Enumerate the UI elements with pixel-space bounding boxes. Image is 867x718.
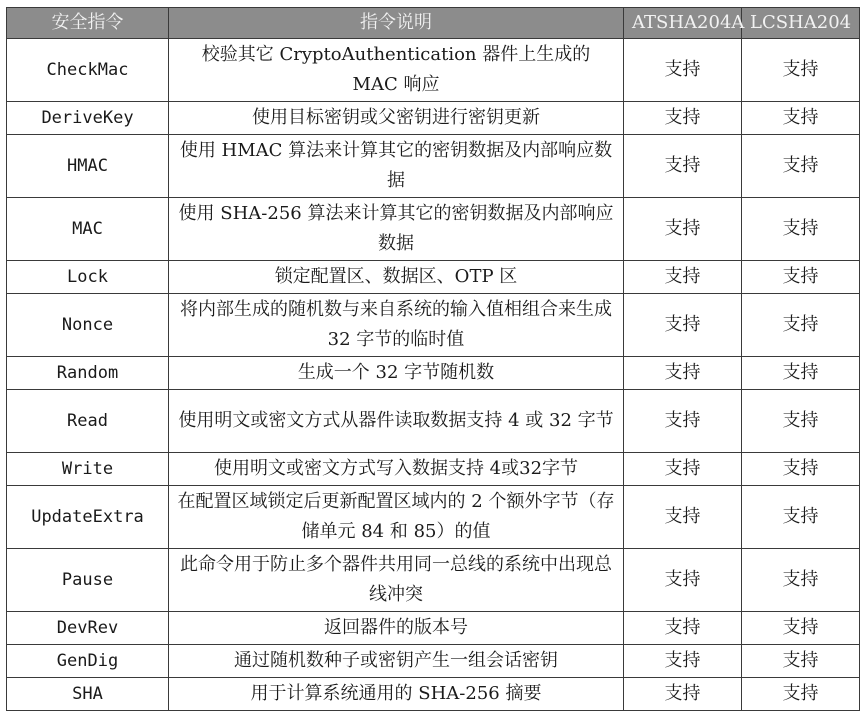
lcsha-support-cell: 支持 xyxy=(742,645,860,678)
lcsha-support-cell: 支持 xyxy=(742,294,860,357)
atsha-support-cell: 支持 xyxy=(624,453,742,486)
header-atsha204a: ATSHA204A xyxy=(624,8,742,39)
atsha-support-cell: 支持 xyxy=(624,486,742,549)
command-cell: Random xyxy=(7,357,169,390)
atsha-support-cell: 支持 xyxy=(624,357,742,390)
atsha-support-cell: 支持 xyxy=(624,645,742,678)
table-row xyxy=(7,612,860,645)
description-cell: 通过随机数种子或密钥产生一组会话密钥 xyxy=(169,645,624,678)
table-row xyxy=(7,678,860,711)
description-cell: 使用 HMAC 算法来计算其它的密钥数据及内部响应数据 xyxy=(169,135,624,198)
lcsha-support-cell: 支持 xyxy=(742,486,860,549)
header-description: 指令说明 xyxy=(169,8,624,39)
table-row xyxy=(7,135,860,198)
lcsha-support-cell: 支持 xyxy=(742,261,860,294)
description-cell: 将内部生成的随机数与来自系统的输入值相组合来生成 32 字节的临时值 xyxy=(169,294,624,357)
description-cell: 生成一个 32 字节随机数 xyxy=(169,357,624,390)
table-row xyxy=(7,294,860,357)
atsha-support-cell: 支持 xyxy=(624,390,742,453)
table-row xyxy=(7,102,860,135)
table-row xyxy=(7,645,860,678)
command-cell: HMAC xyxy=(7,135,169,198)
command-cell: UpdateExtra xyxy=(7,486,169,549)
command-cell: DeriveKey xyxy=(7,102,169,135)
command-cell: Write xyxy=(7,453,169,486)
atsha-support-cell: 支持 xyxy=(624,678,742,711)
command-cell: CheckMac xyxy=(7,39,169,102)
header-lcsha204: LCSHA204 xyxy=(742,8,860,39)
atsha-support-cell: 支持 xyxy=(624,294,742,357)
table-row xyxy=(7,486,860,549)
atsha-support-cell: 支持 xyxy=(624,39,742,102)
atsha-support-cell: 支持 xyxy=(624,198,742,261)
table-row xyxy=(7,357,860,390)
description-cell: 使用 SHA-256 算法来计算其它的密钥数据及内部响应数据 xyxy=(169,198,624,261)
table-row xyxy=(7,549,860,612)
description-cell: 用于计算系统通用的 SHA-256 摘要 xyxy=(169,678,624,711)
description-cell: 返回器件的版本号 xyxy=(169,612,624,645)
command-cell: Pause xyxy=(7,549,169,612)
description-cell: 使用明文或密文方式写入数据支持 4或32字节 xyxy=(169,453,624,486)
description-cell: 锁定配置区、数据区、OTP 区 xyxy=(169,261,624,294)
atsha-support-cell: 支持 xyxy=(624,102,742,135)
table-row xyxy=(7,261,860,294)
header-command: 安全指令 xyxy=(7,8,169,39)
command-cell: Nonce xyxy=(7,294,169,357)
command-cell: Lock xyxy=(7,261,169,294)
table-row xyxy=(7,390,860,453)
table-row xyxy=(7,198,860,261)
lcsha-support-cell: 支持 xyxy=(742,549,860,612)
atsha-support-cell: 支持 xyxy=(624,612,742,645)
command-cell: MAC xyxy=(7,198,169,261)
command-cell: GenDig xyxy=(7,645,169,678)
atsha-support-cell: 支持 xyxy=(624,135,742,198)
description-cell: 此命令用于防止多个器件共用同一总线的系统中出现总线冲突 xyxy=(169,549,624,612)
table-header-row xyxy=(7,8,860,39)
command-cell: Read xyxy=(7,390,169,453)
description-cell: 校验其它 CryptoAuthentication 器件上生成的 MAC 响应 xyxy=(169,39,624,102)
lcsha-support-cell: 支持 xyxy=(742,198,860,261)
command-cell: SHA xyxy=(7,678,169,711)
lcsha-support-cell: 支持 xyxy=(742,612,860,645)
atsha-support-cell: 支持 xyxy=(624,549,742,612)
command-cell: DevRev xyxy=(7,612,169,645)
lcsha-support-cell: 支持 xyxy=(742,135,860,198)
lcsha-support-cell: 支持 xyxy=(742,678,860,711)
lcsha-support-cell: 支持 xyxy=(742,453,860,486)
lcsha-support-cell: 支持 xyxy=(742,357,860,390)
description-cell: 在配置区域锁定后更新配置区域内的 2 个额外字节（存储单元 84 和 85）的值 xyxy=(169,486,624,549)
atsha-support-cell: 支持 xyxy=(624,261,742,294)
table-row xyxy=(7,453,860,486)
table-row xyxy=(7,39,860,102)
lcsha-support-cell: 支持 xyxy=(742,39,860,102)
lcsha-support-cell: 支持 xyxy=(742,102,860,135)
security-command-table xyxy=(6,7,860,711)
lcsha-support-cell: 支持 xyxy=(742,390,860,453)
description-cell: 使用明文或密文方式从器件读取数据支持 4 或 32 字节 xyxy=(169,390,624,453)
description-cell: 使用目标密钥或父密钥进行密钥更新 xyxy=(169,102,624,135)
